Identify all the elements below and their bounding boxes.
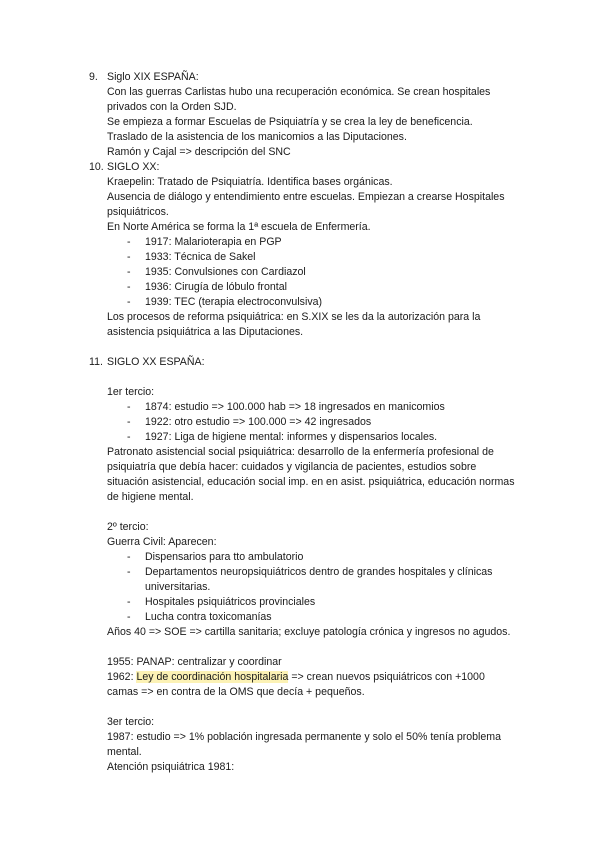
- section-number: 9.: [89, 71, 98, 83]
- subsection-title: 2º tercio:: [107, 521, 149, 533]
- section-title: SIGLO XX:: [107, 161, 160, 173]
- list-item: [0, 415, 600, 430]
- list-item-text: Lucha contra toxicomanías: [145, 611, 272, 623]
- text-rest: => crean nuevos psiquiátricos con +1000 camas => en contra de la OMS que decía + pequeños.: [107, 671, 485, 698]
- section-title: Siglo XIX ESPAÑA:: [107, 71, 199, 83]
- dash-bullet: -: [127, 611, 131, 623]
- paragraph: Kraepelin: Tratado de Psiquiatría. Identifica bases orgánicas.: [107, 176, 393, 188]
- highlighted-text: Ley de coordinación hospitalaria: [136, 671, 289, 683]
- section-title: SIGLO XX ESPAÑA:: [107, 356, 205, 368]
- list-item: [0, 595, 525, 610]
- list-item-text: 1927: Liga de higiene mental: informes y dispensarios locales.: [145, 431, 438, 443]
- document-page: [0, 70, 600, 775]
- dash-bullet: -: [127, 416, 131, 428]
- list-item-text: Departamentos neuropsiquiátricos dentro de grandes hospitales y clínicas universitarias.: [145, 566, 493, 593]
- paragraph-1962: [107, 670, 517, 700]
- paragraph: Ramón y Cajal => descripción del SNC: [107, 146, 291, 158]
- list-item-text: 1939: TEC (terapia electroconvulsiva): [145, 296, 323, 308]
- paragraph: Guerra Civil: Aparecen:: [107, 536, 217, 548]
- subsection-title: 1er tercio:: [107, 386, 155, 398]
- dash-bullet: -: [127, 431, 131, 443]
- dash-bullet: -: [127, 551, 131, 563]
- paragraph: Con las guerras Carlistas hubo una recuperación económica. Se crean hospitales privados con la Orden SJD.: [107, 86, 491, 113]
- paragraph: Patronato asistencial social psiquiátrica: desarrollo de la enfermería profesional de psiquiatría que debía hacer: cuidados y vigilancia de pacientes, estudios sobre situación asistencial, educación social imp. en en asist. psiquiátrica, educación normas de higiene mental.: [107, 446, 515, 503]
- dash-bullet: -: [127, 566, 131, 578]
- list-item: [0, 565, 525, 595]
- dash-bullet: -: [127, 236, 131, 248]
- list-item: [0, 550, 525, 565]
- tercio1-list: [0, 400, 600, 445]
- paragraph: 1955: PANAP: centralizar y coordinar: [107, 656, 282, 668]
- list-item: [0, 235, 600, 250]
- dash-bullet: -: [127, 401, 131, 413]
- section-11: [0, 355, 600, 775]
- dash-bullet: -: [127, 281, 131, 293]
- list-item-text: Hospitales psiquiátricos provinciales: [145, 596, 316, 608]
- list-item: [0, 295, 600, 310]
- list-item-text: 1935: Convulsiones con Cardiazol: [145, 266, 306, 278]
- list-item-text: 1917: Malarioterapia en PGP: [145, 236, 282, 248]
- paragraph: Se empieza a formar Escuelas de Psiquiatría y se crea la ley de beneficencia.: [107, 116, 473, 128]
- list-item: [0, 610, 525, 625]
- subsection-title: 3er tercio:: [107, 716, 155, 728]
- list-item: [0, 400, 600, 415]
- dash-bullet: -: [127, 296, 131, 308]
- list-item: [0, 250, 600, 265]
- list-item-text: 1933: Técnica de Sakel: [145, 251, 256, 263]
- section-9: [0, 70, 600, 160]
- list-item-text: 1874: estudio => 100.000 hab => 18 ingresados en manicomios: [145, 401, 445, 413]
- guerra-civil-list: [0, 550, 600, 625]
- list-item-text: Dispensarios para tto ambulatorio: [145, 551, 304, 563]
- paragraph: Años 40 => SOE => cartilla sanitaria; excluye patología crónica y ingresos no agudos.: [107, 626, 511, 638]
- paragraph: Traslado de la asistencia de los manicomios a las Diputaciones.: [107, 131, 407, 143]
- text-prefix: 1962:: [107, 671, 137, 683]
- list-item: [0, 430, 600, 445]
- list-item-text: 1922: otro estudio => 100.000 => 42 ingresados: [145, 416, 372, 428]
- list-item-text: 1936: Cirugía de lóbulo frontal: [145, 281, 287, 293]
- paragraph: Ausencia de diálogo y entendimiento entre escuelas. Empiezan a crearse Hospitales psiquiátricos.: [107, 191, 505, 218]
- timeline-list: [0, 235, 600, 310]
- paragraph: En Norte América se forma la 1ª escuela de Enfermería.: [107, 221, 371, 233]
- dash-bullet: -: [127, 596, 131, 608]
- section-number: 10.: [89, 161, 104, 173]
- dash-bullet: -: [127, 251, 131, 263]
- list-item: [0, 280, 600, 295]
- section-10: [0, 160, 600, 340]
- paragraph: 1987: estudio => 1% población ingresada permanente y solo el 50% tenía problema mental.: [107, 731, 502, 758]
- paragraph: Atención psiquiátrica 1981:: [107, 761, 235, 773]
- dash-bullet: -: [127, 266, 131, 278]
- section-number: 11.: [89, 356, 103, 368]
- paragraph: Los procesos de reforma psiquiátrica: en S.XIX se les da la autorización para la asistencia psiquiátrica a las Diputaciones.: [107, 311, 481, 338]
- list-item: [0, 265, 600, 280]
